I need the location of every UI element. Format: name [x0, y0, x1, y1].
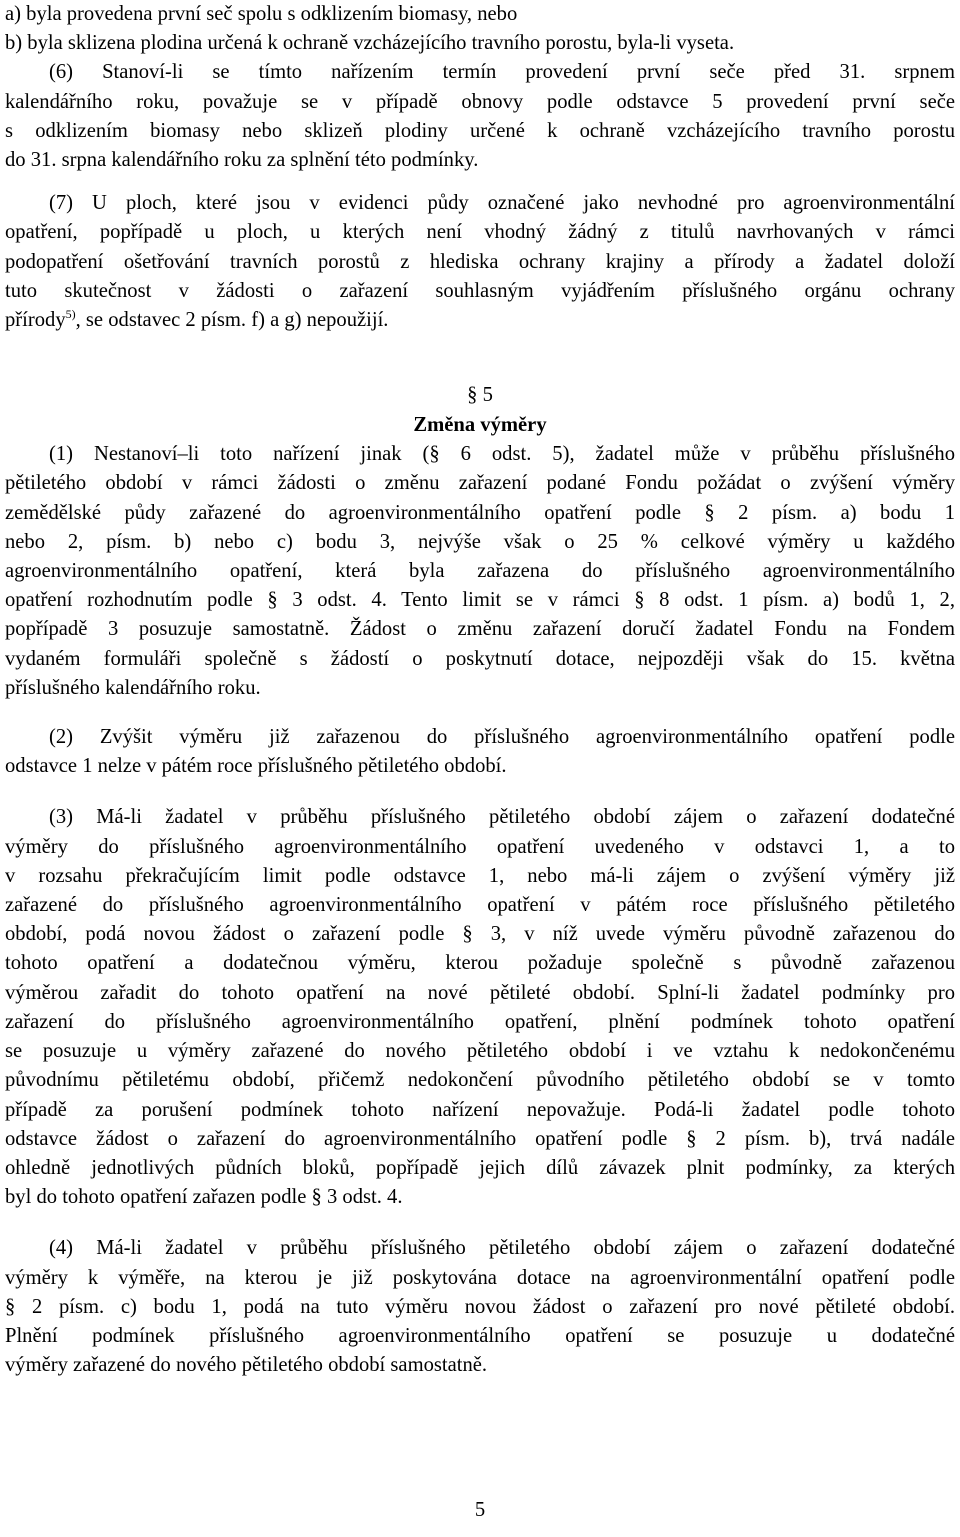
- paragraph-line: se posuzuje u výměry zařazené do nového pětiletého období i ve vztahu k nedokončenému: [5, 1040, 955, 1063]
- paragraph-line: byl do tohoto opatření zařazen podle § 3 odst. 4.: [5, 1186, 403, 1209]
- paragraph-line: § 2 písm. c) bodu 1, podá na tuto výměru novou žádost o zařazení pro nové pětileté období.: [5, 1295, 955, 1318]
- page-number: 5: [474, 1499, 486, 1521]
- paragraph-6: [5, 58, 955, 175]
- paragraph-line: (1) Nestanoví–li toto nařízení jinak (§ 6 odst. 5), žadatel může v průběhu příslušného: [49, 443, 955, 466]
- footnote-text: přírody: [5, 309, 66, 332]
- paragraph-line: (4) Má-li žadatel v průběhu příslušného pětiletého období zájem o zařazení dodatečné: [49, 1237, 955, 1260]
- paragraph-line: (2) Zvýšit výměru již zařazenou do příslušného agroenvironmentálního opatření podle: [49, 726, 955, 749]
- paragraph-line: pětiletého období v rámci žádosti o změnu zařazení podané Fondu požádat o zvýšení výměry: [5, 472, 955, 495]
- paragraph-line: zařazení do příslušného agroenvironmentálního opatření, plnění podmínek tohoto opatření: [5, 1010, 955, 1033]
- section-paragraph-2: [5, 723, 955, 781]
- section-paragraph-4: [5, 1234, 955, 1380]
- letter-items: [5, 0, 955, 58]
- paragraph-line: kalendářního roku, považuje se v případě obnovy podle odstavce 5 provedení první seče: [5, 90, 955, 113]
- document-page: [5, 0, 955, 1380]
- paragraph-line: výměry do příslušného agroenvironmentálního opatření uvedeného v odstavci 1, a to: [5, 835, 955, 858]
- paragraph-line: zemědělské půdy zařazené do agroenvironmentálního opatření podle § 2 písm. a) bodu 1: [5, 501, 955, 524]
- paragraph-line: období, podá novou žádost o zařazení podle § 3, v níž uvede výměru původně zařazenou do: [5, 923, 955, 946]
- section-paragraph-3: [5, 803, 955, 1212]
- paragraph-line: opatření rozhodnutím podle § 3 odst. 4. Tento limit se v rámci § 8 odst. 1 písm. a) bodů 1, 2,: [5, 589, 955, 612]
- paragraph-line: do 31. srpna kalendářního roku za splnění této podmínky.: [5, 149, 479, 172]
- section-paragraph-1: [5, 440, 955, 703]
- item-a: a) byla provedena první seč spolu s odklizením biomasy, nebo: [5, 3, 518, 25]
- paragraph-line: (7) U ploch, které jsou v evidenci půdy označené jako nevhodné pro agroenvironmentální: [49, 192, 955, 215]
- paragraph-line: opatření, popřípadě u ploch, u kterých není vhodný žádný z titulů navrhovaných v rámci: [5, 221, 955, 244]
- paragraph-line: nebo 2, písm. b) nebo c) bodu 3, nejvýše však o 25 % celkové výměry u každého: [5, 530, 955, 553]
- paragraph-line: výměrou zařadit do tohoto opatření na nové pětileté období. Splní-li žadatel podmínky pro: [5, 981, 955, 1004]
- paragraph-line: s odklizením biomasy nebo sklizeň plodiny určené k ochraně vzcházejícího travního porostu: [5, 119, 955, 142]
- item-b: b) byla sklizena plodina určená k ochraně vzcházejícího travního porostu, byla-li vyseta.: [5, 32, 735, 55]
- paragraph-line: výměry zařazené do nového pětiletého období samostatně.: [5, 1354, 488, 1377]
- footnote-reference: 5): [65, 307, 76, 322]
- paragraph-line: agroenvironmentálního opatření, která byla zařazena do příslušného agroenvironmentálního: [5, 560, 955, 583]
- paragraph-line: Plnění podmínek příslušného agroenvironmentálního opatření se posuzuje u dodatečné: [5, 1324, 955, 1347]
- paragraph-line: podopatření ošetřování travních porostů z hlediska ochrany krajiny a přírody a žadatel doloží: [5, 250, 955, 273]
- paragraph-line: odstavce žádost o zařazení do agroenvironmentálního opatření podle § 2 písm. b), trvá nadále: [5, 1127, 955, 1150]
- paragraph-line: původnímu pětiletému období, přičemž nedokončení původního pětiletého období se v tomto: [5, 1069, 955, 1092]
- paragraph-line: tohoto opatření a dodatečnou výměru, kterou požaduje společně s původně zařazenou: [5, 952, 955, 975]
- paragraph-line: odstavce 1 nelze v pátém roce příslušného pětiletého období.: [5, 755, 507, 778]
- paragraph-line: (3) Má-li žadatel v průběhu příslušného pětiletého období zájem o zařazení dodatečné: [49, 806, 955, 829]
- paragraph-line: ohledně jednotlivých půdních bloků, popřípadě jejich dílů závazek plnit podmínky, za kterých: [5, 1156, 955, 1179]
- paragraph-line: [5, 306, 955, 335]
- paragraph-7: [5, 189, 955, 335]
- paragraph-line: tuto skutečnost v žádosti o zařazení souhlasným vyjádřením příslušného orgánu ochrany: [5, 279, 955, 302]
- paragraph-line: popřípadě 3 posuzuje samostatně. Žádost o změnu zařazení doručí žadatel Fondu na Fondem: [5, 618, 955, 641]
- paragraph-line: případě za porušení podmínek tohoto nařízení nepovažuje. Podá-li žadatel podle tohoto: [5, 1098, 955, 1121]
- paragraph-line: zařazené do příslušného agroenvironmentálního opatření v pátém roce příslušného pětiletého: [5, 894, 955, 917]
- section-number: § 5: [467, 384, 493, 407]
- paragraph-line: vydaném formuláři společně s žádostí o poskytnutí dotace, nejpozději však do 15. května: [5, 647, 955, 670]
- footnote-text-rest: , se odstavec 2 písm. f) a g) nepoužijí.: [75, 309, 389, 332]
- paragraph-line: výměry k výměře, na kterou je již poskytována dotace na agroenvironmentální opatření podle: [5, 1266, 955, 1289]
- paragraph-line: (6) Stanoví-li se tímto nařízením termín provedení první seče před 31. srpnem: [49, 61, 955, 84]
- paragraph-line: v rozsahu překračujícím limit podle odstavce 1, nebo má-li zájem o zvýšení výměry již: [5, 864, 955, 887]
- section-title: Změna výměry: [413, 414, 547, 437]
- paragraph-line: příslušného kalendářního roku.: [5, 676, 261, 699]
